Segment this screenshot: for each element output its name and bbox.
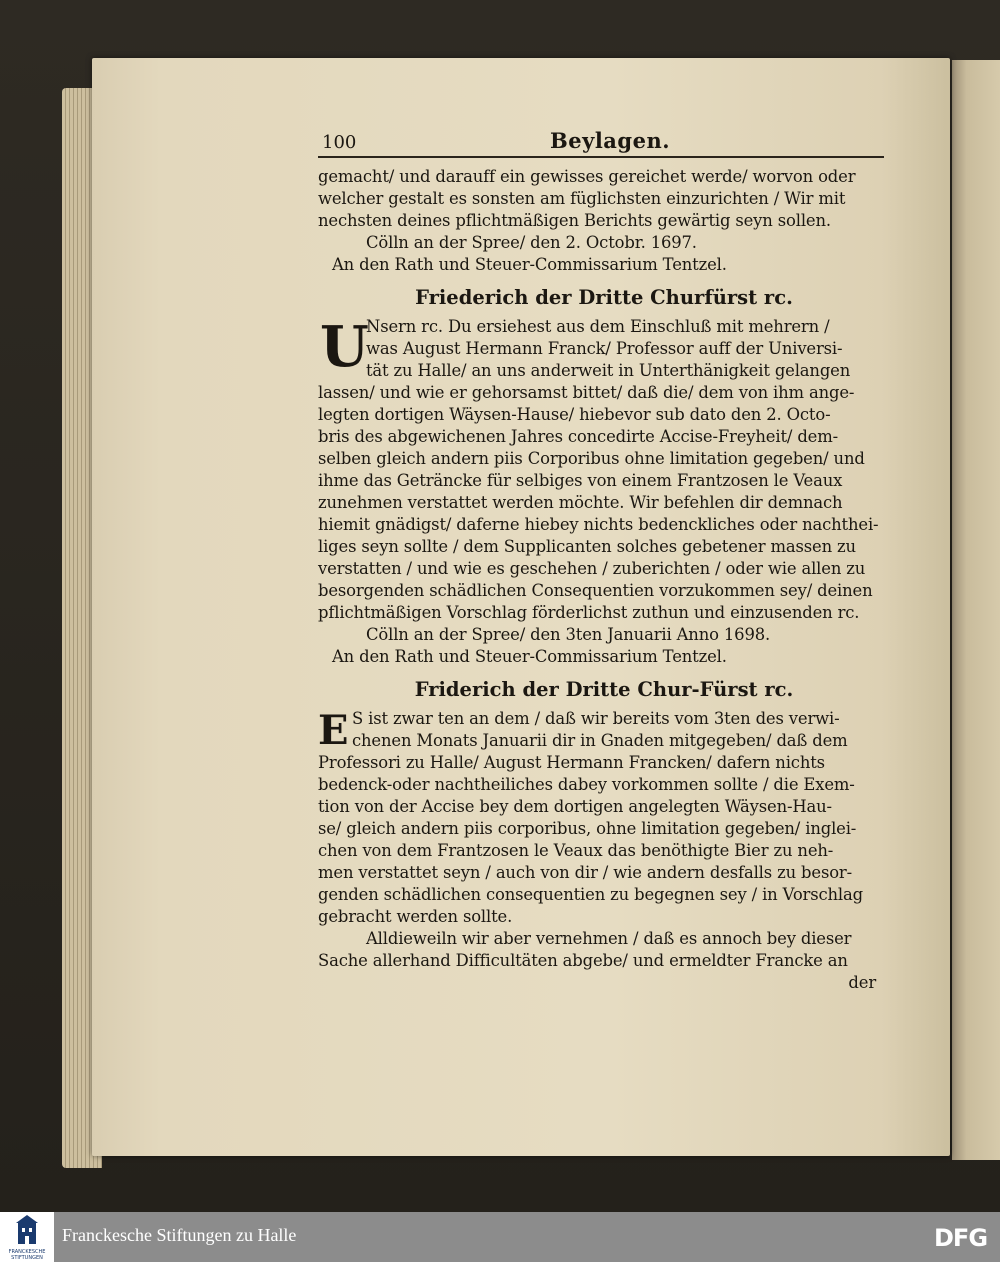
text-line: bris des abgewichenen Jahres concedirte Accise-Freyheit/ dem- [318, 427, 838, 446]
section-heading: Friderich der Dritte Chur-Fürst rc. [414, 678, 794, 701]
text-line: gemacht/ und darauff ein gewisses gereichet werde/ worvon oder [318, 167, 856, 186]
facing-page-edge [952, 60, 1000, 1160]
text-line: genden schädlichen consequentien zu begegnen sey / in Vorschlag [318, 885, 863, 904]
section-heading: Friederich der Dritte Churfürst rc. [415, 286, 793, 309]
text-line: Nsern rc. Du ersiehest aus dem Einschluß mit mehrern / [366, 317, 830, 336]
page-number: 100 [322, 132, 357, 153]
text-line: verstatten / und wie es geschehen / zuberichten / oder wie allen zu [318, 559, 866, 578]
drop-cap-initial: E [318, 708, 349, 752]
orphanage-building-icon [0, 1212, 54, 1248]
text-line: was August Hermann Franck/ Professor auff der Universi- [366, 339, 843, 358]
text-line: nechsten deines pflichtmäßigen Berichts gewärtig seyn sollen. [318, 211, 831, 230]
text-line: chen von dem Frantzosen le Veaux das benöthigte Bier zu neh- [318, 841, 834, 860]
text-line: men verstattet seyn / auch von dir / wie andern desfalls zu besor- [318, 863, 852, 882]
text-line: besorgenden schädlichen Consequentien vorzukommen sey/ deinen [318, 581, 873, 600]
text-line: selben gleich andern piis Corporibus ohne limitation gegeben/ und [318, 449, 865, 468]
head-rule [318, 156, 884, 158]
text-line: Alldieweiln wir aber vernehmen / daß es annoch bey dieser [366, 929, 852, 948]
letter-1698 [318, 284, 890, 668]
paragraph [318, 316, 890, 382]
drop-cap-initial: U [320, 316, 369, 380]
text-line: welcher gestalt es sonsten am füglichsten einzurichten / Wir mit [318, 189, 846, 208]
letter-2 [318, 676, 890, 994]
text-line: tät zu Halle/ an uns anderweit in Unterthänigkeit gelangen [366, 361, 851, 380]
address-line: An den Rath und Steuer-Commissarium Tentzel. [332, 647, 727, 666]
running-title: Beylagen. [550, 128, 671, 153]
institution-logo[interactable] [0, 1212, 54, 1262]
page-text [318, 124, 890, 994]
text-line: chenen Monats Januarii dir in Gnaden mitgegeben/ daß dem [352, 731, 848, 750]
paragraph [318, 708, 890, 752]
address-line: An den Rath und Steuer-Commissarium Tentzel. [332, 255, 727, 274]
dfg-logo[interactable]: DFG [934, 1224, 988, 1252]
text-line: zunehmen verstattet werden möchte. Wir befehlen dir demnach [318, 493, 843, 512]
logo-caption: FRANCKESCHE STIFTUNGEN [8, 1249, 46, 1261]
text-line: Sache allerhand Difficultäten abgebe/ und ermeldter Francke an [318, 951, 848, 970]
text-line: liges seyn sollte / dem Supplicanten solches gebetener massen zu [318, 537, 856, 556]
text-line: Professori zu Halle/ August Hermann Francken/ dafern nichts [318, 753, 825, 772]
text-line: tion von der Accise bey dem dortigen angelegten Wäysen-Hau- [318, 797, 832, 816]
running-head [318, 124, 890, 158]
text-line: bedenck-oder nachtheiliches dabey vorkommen sollte / die Exem- [318, 775, 855, 794]
text-line: gebracht werden sollte. [318, 907, 513, 926]
date-line: Cölln an der Spree/ den 2. Octobr. 1697. [366, 233, 697, 252]
viewer-footer [0, 1212, 1000, 1262]
text-line: ihme das Geträncke für selbiges von einem Frantzosen le Veaux [318, 471, 843, 490]
section-continuation [318, 166, 890, 276]
catchword: der [848, 973, 876, 992]
date-line: Cölln an der Spree/ den 3ten Januarii Anno 1698. [366, 625, 771, 644]
text-line: hiemit gnädigst/ daferne hiebey nichts bedenckliches oder nachthei- [318, 515, 879, 534]
text-line: legten dortigen Wäysen-Hause/ hiebevor sub dato den 2. Octo- [318, 405, 831, 424]
text-line: se/ gleich andern piis corporibus, ohne limitation gegeben/ inglei- [318, 819, 857, 838]
text-line: S ist zwar ten an dem / daß wir bereits vom 3ten des verwi- [352, 709, 840, 728]
text-line: lassen/ und wie er gehorsamst bittet/ daß die/ dem von ihm ange- [318, 383, 855, 402]
institution-name[interactable]: Franckesche Stiftungen zu Halle [62, 1225, 297, 1245]
text-line: pflichtmäßigen Vorschlag förderlichst zuthun und einzusenden rc. [318, 603, 860, 622]
